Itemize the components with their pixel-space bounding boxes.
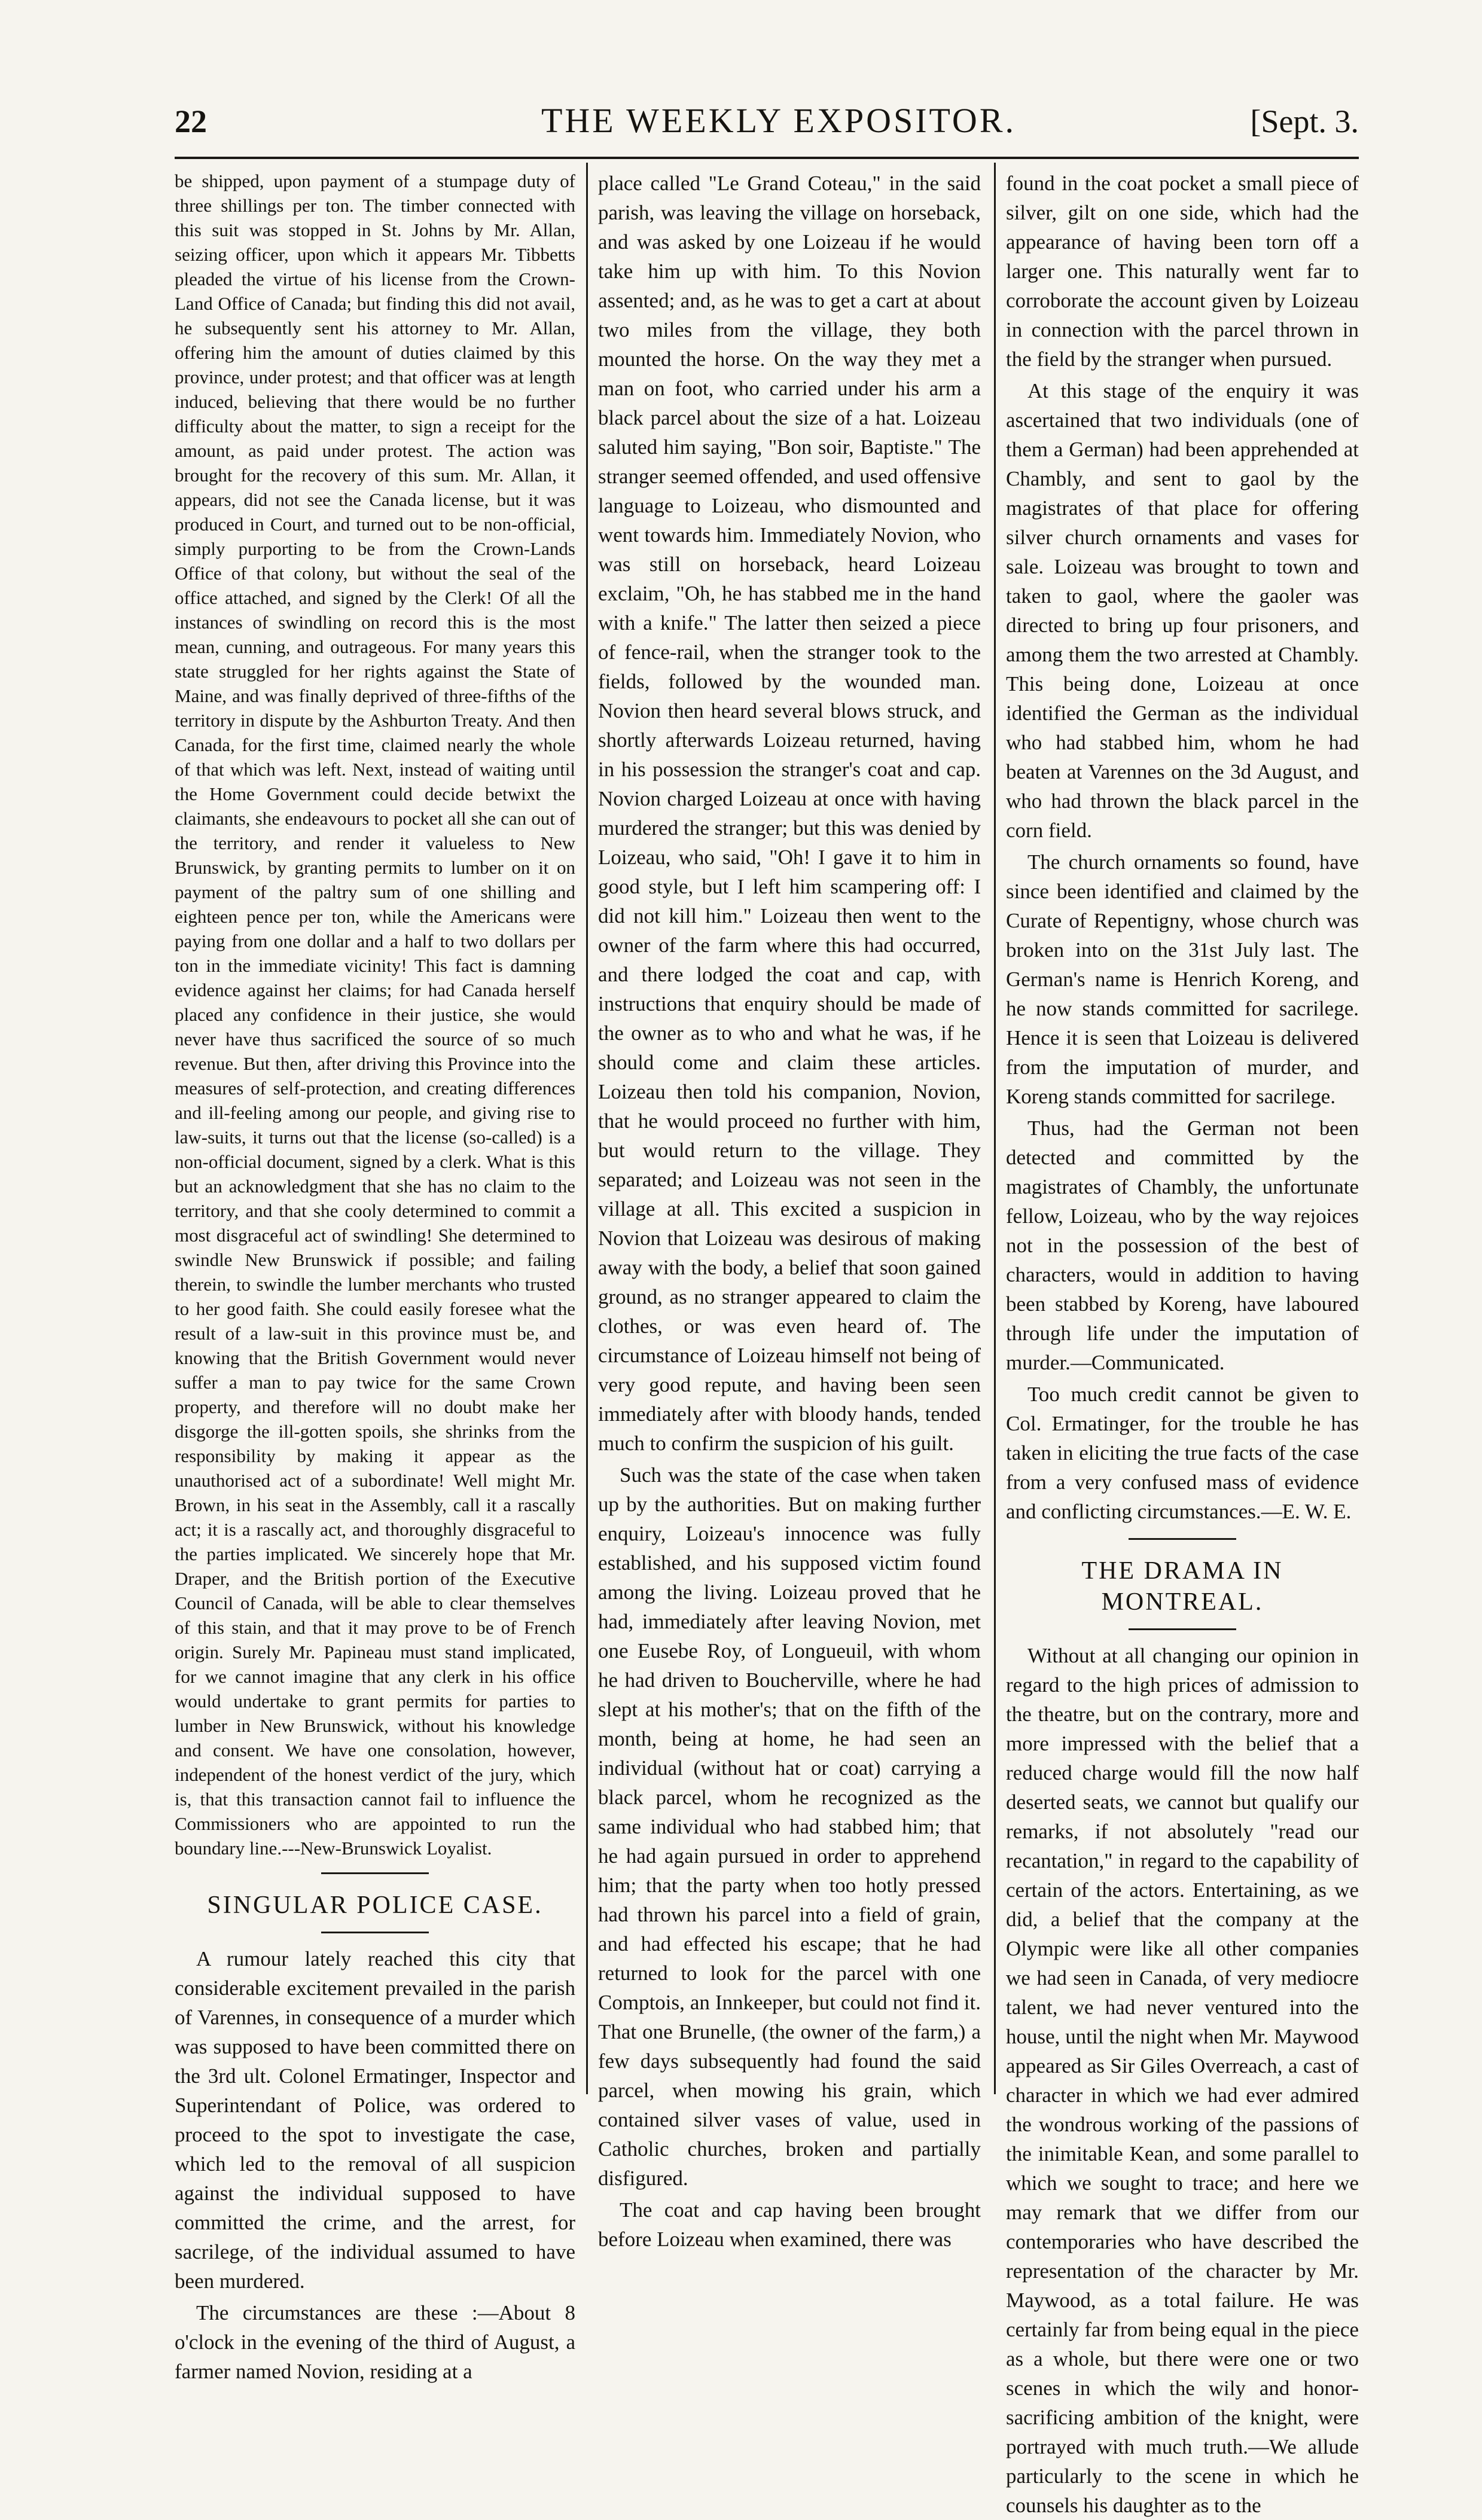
paragraph: At this stage of the enquiry it was ascertained that two individuals (one of them a German) had been apprehended at Chambly, and sent to gaol by the magistrates of that place for offering silver church ornaments and vases for sale. Loizeau was brought to town and taken to gaol, where the gaoler was directed to bring up four prisoners, and among them the two arrested at Chambly. This being done, Loizeau at once identified the German as the individual who had stabbed him, whom he had beaten at Varennes on the 3d August, and who had thrown the black parcel in the corn field. — [1006, 379, 1359, 842]
paragraph: Such was the state of the case when taken up by the authorities. But on making further enquiry, Loizeau's innocence was fully established, and his supposed victim found among the living. Loizeau proved that he had, immediately after leaving Novion, met one Eusebe Roy, of Longueuil, with whom he had driven to Boucherville, where he had slept at his mother's; that on the fifth of the month, being at home, he had seen an individual (without hat or coat) carrying a black parcel, whom he recognized as the same individual who had stabbed him; that he had again pursued in order to apprehend him; that the party when too hotly pressed had thrown his parcel into a field of grain, and had effected his escape; that he had returned to look for the parcel with one Comptois, an Innkeeper, but could not find it. That one Brunelle, (the owner of the farm,) a few days subsequently had found the said parcel, when mowing his grain, which contained silver vases of value, used in Catholic churches, broken and partially disfigured. — [598, 1463, 981, 2190]
column-divider — [586, 163, 588, 2094]
header-rule — [175, 157, 1359, 159]
paragraph: The church ornaments so found, have since been identified and claimed by the Curate of Repentigny, whose church was broken into on the 31st July last. The German's name is Henrich Koreng, and he now stands committed for sacrilege. Hence it is seen that Loizeau is delivered from the imputation of murder, and Koreng stands committed for sacrilege. — [1006, 850, 1359, 1108]
paragraph: found in the coat pocket a small piece of silver, gilt on one side, which had the appearance of having been torn off a larger one. This naturally went far to corroborate the account given by Loizeau in connection with the parcel thrown in the field by the stranger when pursued. — [1006, 172, 1359, 371]
masthead-title: THE WEEKLY EXPOSITOR. — [541, 101, 1017, 140]
section-rule — [1129, 1628, 1236, 1630]
paragraph: The coat and cap having been brought before Loizeau when examined, there was — [598, 2198, 981, 2251]
issue-date: [Sept. 3. — [1250, 103, 1359, 139]
paragraph: be shipped, upon payment of a stumpage duty of three shillings per ton. The timber connected with this suit was stopped in St. Johns by Mr. Allan, seizing officer, upon which it appears Mr. Tibbetts pleaded the virtue of his license from the Crown-Land Office of Canada; but finding this did not avail, he subsequently sent his attorney to Mr. Allan, offering him the amount of duties claimed by this province, under protest; and that officer was at length induced, believing that there would be no further difficulty about the matter, to sign a receipt for the amount, as paid under protest. The action was brought for the recovery of this sum. Mr. Allan, it appears, did not see the Canada license, but it was produced in Court, and turned out to be non-official, simply purporting to be from the Crown-Lands Office of that colony, but without the seal of the office attached, and signed by the Clerk! Of all the instances of swindling on record this is the most mean, cunning, and outrageous. For many years this state struggled for her rights against the State of Maine, and was finally deprived of three-fifths of the territory in dispute by the Ashburton Treaty. And then Canada, for the first time, claimed nearly the whole of that which was left. Next, instead of waiting until the Home Government could decide betwixt the claimants, she endeavours to pocket all she can out of the territory, and render it valueless to New Brunswick, by granting permits to lumber on it on payment of the paltry sum of one shilling and eighteen pence per ton, while the Americans were paying from one dollar and a half to two dollars per ton in the immediate vicinity! This fact is damning evidence against her claims; for had Canada herself placed any confidence in their justice, she would never have thus sacrificed the source of so much revenue. But then, after driving this Province into the measures of self-protection, and creating differences and ill-feeling among our people, and giving rise to law-suits, it turns out that the license (so-called) is a non-official document, signed by a clerk. What is this but an acknowledgment that she has no claim to the territory, and that she cooly determined to commit a most disgraceful act of swindling! She determined to swindle New Brunswick if possible; and failing therein, to swindle the lumber merchants who trusted to her good faith. She could easily foresee what the result of a law-suit in this province must be, and knowing that the British Government would never suffer a man to pay twice for the same Crown property, and therefore will no doubt make her disgorge the ill-gotten spoils, she shrinks from the responsibility by making it appear as the unauthorised act of a subordinate! Well might Mr. Brown, in his seat in the Assembly, call it a rascally act; it is a rascally act, and thoroughly disgraceful to the parties implicated. We sincerely hope that Mr. Draper, and the British portion of the Executive Council of Canada, will be able to clear themselves of this stain, and that it may prove to be of French origin. Surely Mr. Papineau must stand implicated, for we cannot imagine that any clerk in his office would undertake to grant permits for parties to lumber in New Brunswick, without his knowledge and consent. We have one consolation, however, independent of the honest verdict of the jury, which is, that this transaction cannot fail to influence the Commissioners who are appointed to run the boundary line.---New-Brunswick Loyalist. — [175, 170, 575, 1859]
column-3 — [1006, 169, 1359, 2517]
paragraph: Thus, had the German not been detected and committed by the magistrates of Chambly, the unfortunate fellow, Loizeau, who by the way rejoices not in the possession of the best of characters, would in addition to having been stabbed by Koreng, have laboured through life under the imputation of murder.—Communicated. — [1006, 1116, 1359, 1374]
paragraph: Without at all changing our opinion in regard to the high prices of admission to the theatre, but on the contrary, more and more impressed with the belief that a reduced charge would fill the now half deserted seats, we cannot but qualify our remarks, if not absolutely "read our recantation," in regard to the capability of certain of the actors. Entertaining, as we did, a belief that the company at the Olympic were like all other companies we had seen in Canada, of very mediocre talent, we had never ventured into the house, until the night when Mr. Maywood appeared as Sir Giles Overreach, a cast of character in which we had ever admired the wondrous working of the passions of the inimitable Kean, and some parallel to which we sought to trace; and here we may remark that we differ from our contemporaries who have described the representation of the character by Mr. Maywood, as a total failure. He was certainly far from being equal in the piece as a whole, but there were one or two scenes in which the wily and honor-sacrificing ambition of the knight, were portrayed with much truth.—We allude particularly to the scene in which he counsels his daughter as to the — [1006, 1644, 1359, 2517]
paragraph: The circumstances are these :—About 8 o'clock in the evening of the third of August, a farmer named Novion, residing at a — [175, 2301, 575, 2383]
column-divider — [994, 163, 996, 2094]
section-rule — [321, 1872, 429, 1874]
column-1 — [175, 169, 575, 2383]
section-rule — [1129, 1538, 1236, 1540]
article-heading: SINGULAR POLICE CASE. — [207, 1891, 543, 1919]
paragraph: A rumour lately reached this city that considerable excitement prevailed in the parish of Varennes, in consequence of a murder which was supposed to have been committed there on the 3rd ult. Colonel Ermatinger, Inspector and Superintendant of Police, was ordered to proceed to the spot to investigate the case, which led to the removal of all suspicion against the individual supposed to have committed the crime, and the arrest, for sacrilege, of the individual assumed to have been murdered. — [175, 1947, 575, 2293]
article-heading: THE DRAMA IN MONTREAL. — [1081, 1557, 1283, 1616]
paragraph: place called "Le Grand Coteau," in the said parish, was leaving the village on horseback, and was asked by one Loizeau if he would take him up with him. To this Novion assented; and, as he was to get a cart at about two miles from the village, they both mounted the horse. On the way they met a man on foot, who carried under his arm a black parcel about the size of a hat. Loizeau saluted him saying, "Bon soir, Baptiste." The stranger seemed offended, and used offensive language to Loizeau, who dismounted and went towards him. Immediately Novion, who was still on horseback, heard Loizeau exclaim, "Oh, he has stabbed me in the hand with a knife." The latter then seized a piece of fence-rail, when the stranger took to the fields, followed by the wounded man. Novion then heard several blows struck, and shortly afterwards Loizeau returned, having in his possession the stranger's coat and cap. Novion charged Loizeau at once with having murdered the stranger; but this was denied by Loizeau, who said, "Oh! I gave it to him in good style, but I left him scampering off: I did not kill him." Loizeau then went to the owner of the farm where this had occurred, and there lodged the coat and cap, with instructions that enquiry should be made of the owner as to who and what he was, if he should come and claim these articles. Loizeau then told his companion, Novion, that he would proceed no further with him, but would return to the village. They separated; and Loizeau was not seen in the village at all. This excited a suspicion in Novion that Loizeau was desirous of making away with the body, a belief that soon gained ground, as no stranger appeared to claim the clothes, or was even heard of. The circumstance of Loizeau himself not being of very good repute, and having been seen immediately after with bloody hands, tended much to confirm the suspicion of his guilt. — [598, 172, 981, 1455]
page-header — [175, 96, 1359, 150]
section-rule — [321, 1932, 429, 1933]
article-continued — [175, 169, 575, 1860]
page-number: 22 — [175, 103, 207, 139]
column-2 — [598, 169, 981, 2251]
paragraph: Too much credit cannot be given to Col. Ermatinger, for the trouble he has taken in eliciting the true facts of the case from a very confused mass of evidence and conflicting circumstances.—E. W. E. — [1006, 1383, 1359, 1523]
